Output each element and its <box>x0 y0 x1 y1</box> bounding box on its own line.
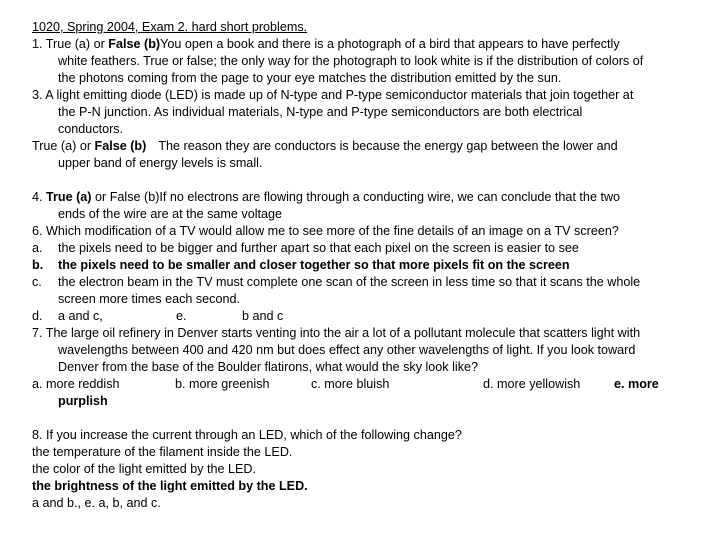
q7-options <box>32 376 696 393</box>
q3-line1: 3. A light emitting diode (LED) is made up of N-type and P-type semiconductor materials that join together at <box>32 88 634 102</box>
page-title: 1020, Spring 2004, Exam 2. hard short problems. <box>32 20 308 34</box>
q6-option-e-text: b and c <box>242 309 284 323</box>
q7-line1: 7. The large oil refinery in Denver starts venting into the air a lot of a pollutant molecule that scatters light with <box>32 326 641 340</box>
q1-line1 <box>32 36 620 53</box>
q1-answer-false: False (b) <box>108 37 161 51</box>
q6-options-de <box>32 308 283 325</box>
q3-line3: conductors. <box>58 122 124 136</box>
q7-option-a: a. more reddish <box>32 377 120 391</box>
q6-option-a-text: the pixels need to be bigger and further apart so that each pixel on the screen is easier to see <box>58 241 579 255</box>
q6-question: 6. Which modification of a TV would allow me to see more of the fine details of an image on a TV screen? <box>32 224 619 238</box>
q6-option-c-line2: screen more times each second. <box>58 292 240 306</box>
q6-option-c <box>32 274 640 291</box>
q6-option-a-label: a. <box>32 241 43 255</box>
q1-line3: the photons coming from the page to your eye matches the distribution emitted by the sun. <box>58 71 562 85</box>
q4-answer-true: True (a) <box>46 190 92 204</box>
q6-option-b-label: b. <box>32 258 44 272</box>
q6-option-d-text: a and c, <box>58 309 103 323</box>
q4-question: or False (b)If no electrons are flowing through a conducting wire, we can conclude that the two <box>91 190 621 204</box>
q6-option-a <box>32 240 579 257</box>
q3-line2: the P-N junction. As individual materials, N-type and P-type semiconductors are both electrical <box>58 105 583 119</box>
q1-line2: white feathers. True or false; the only way for the photograph to look white is if the distribution of colors of <box>58 54 644 68</box>
q1-prefix: 1. True (a) or <box>32 37 109 51</box>
q4-number: 4. <box>32 190 47 204</box>
q3-tf-line <box>32 138 618 155</box>
q3-line5: upper band of energy levels is small. <box>58 156 263 170</box>
q6-option-e-label: e. <box>176 309 187 323</box>
q3-statement: The reason they are conductors is because the energy gap between the lower and <box>158 139 618 153</box>
q6-option-c-text: the electron beam in the TV must complete one scan of the screen in less time so that it scans the whole <box>58 275 641 289</box>
q8-option-2: the color of the light emitted by the LED. <box>32 462 257 476</box>
q7-option-e: e. more <box>614 377 659 391</box>
q6-option-d-label: d. <box>32 309 43 323</box>
q6-option-c-label: c. <box>32 275 42 289</box>
q8-question: 8. If you increase the current through an LED, which of the following change? <box>32 428 462 442</box>
q7-line2: wavelengths between 400 and 420 nm but does effect any other wavelengths of light. If you look toward <box>58 343 636 357</box>
q6-option-b-text: the pixels need to be smaller and closer together so that more pixels fit on the screen <box>58 258 570 272</box>
q4-line1 <box>32 189 620 206</box>
q8-option-3: the brightness of the light emitted by the LED. <box>32 479 308 493</box>
q4-line2: ends of the wire are at the same voltage <box>58 207 283 221</box>
q3-tf-prefix: True (a) or <box>32 139 95 153</box>
q3-answer-false: False (b) <box>94 139 147 153</box>
q8-option-1: the temperature of the filament inside the LED. <box>32 445 293 459</box>
q8-option-4: a and b., e. a, b, and c. <box>32 496 161 510</box>
q1-question: You open a book and there is a photograph of a bird that appears to have perfectly <box>160 37 620 51</box>
q7-option-d: d. more yellowish <box>483 377 581 391</box>
q7-option-e-line2: purplish <box>58 394 108 408</box>
q6-option-b <box>32 257 570 274</box>
q7-option-b: b. more greenish <box>175 377 270 391</box>
q7-line3: Denver from the base of the Boulder flatirons, what would the sky look like? <box>58 360 479 374</box>
q7-option-c: c. more bluish <box>311 377 390 391</box>
